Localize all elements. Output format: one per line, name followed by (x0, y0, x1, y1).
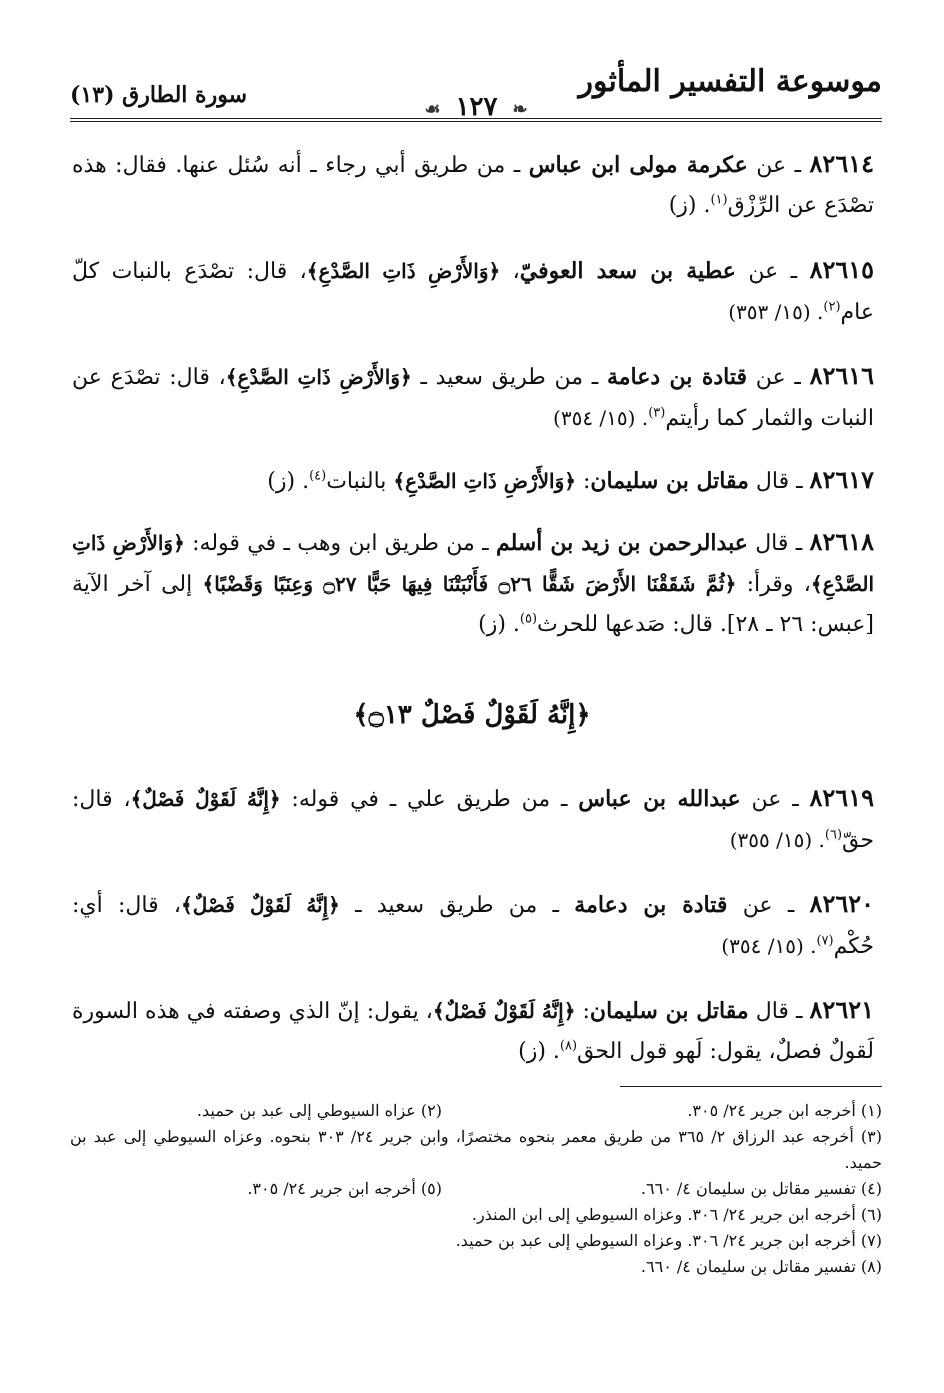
entry-number: ٨٢٦١٧ (809, 465, 874, 494)
footnote-ref[interactable]: (٤) (309, 468, 327, 484)
entry-tail: . (ز) (668, 193, 711, 218)
entry-text: ـ قال (747, 531, 810, 556)
footnote-ref[interactable]: (٥) (519, 611, 538, 627)
narrator-name: عكرمة مولى ابن عباس (528, 152, 748, 178)
ornament-icon: ☙ (424, 99, 441, 120)
ornament-icon: ❧ (512, 99, 528, 120)
narration-entry (72, 250, 874, 333)
entry-text: : (575, 469, 591, 494)
entry-tail: . (ز) (478, 612, 520, 637)
narration-entry (72, 356, 874, 439)
narration-entry (72, 144, 874, 226)
entry-text: ـ عن (727, 893, 810, 918)
entry-text: ـ قال (748, 469, 810, 494)
source-reference: . (١٥/ ٣٥٤) (721, 934, 817, 958)
footnote-ref[interactable]: (٦) (824, 827, 843, 843)
entry-number: ٨٢٦٢٠ (809, 889, 874, 918)
verse-heading: ﴿إِنَّهُ لَقَوْلٌ فَصْلٌ ۝١٣﴾ (353, 700, 591, 730)
surah-title: سورة الطارق (١٣) (70, 82, 247, 108)
book-title: موسوعة التفسير المأثور (578, 64, 882, 99)
entry-text: ، (500, 259, 520, 284)
source-reference: . (١٥/ ٣٥٣) (728, 300, 824, 324)
entry-number: ٨٢٦١٩ (809, 783, 874, 812)
entry-number: ٨٢٦١٦ (809, 361, 875, 390)
entry-text: ، قال: تصْدَع بالنبات كلّ عام (72, 259, 874, 325)
footnote-ref[interactable]: (١) (710, 192, 728, 208)
narration-entry (72, 884, 874, 967)
entry-text: بالنبات (326, 469, 394, 494)
entry-text: ، قال: تصْدَع عن النبات والثمار كما رأيتم (72, 365, 874, 431)
footnote: (٣) أخرجه عبد الرزاق ٢/ ٣٦٥ من طريق معمر بنحوه مختصرًا، وابن جرير ٢٤/ ٣٠٣ بنحوه. وعزاه السيوطي إلى عبد بن حميد. (70, 1127, 883, 1172)
entry-number: ٨٢٦١٨ (809, 527, 874, 556)
entry-number: ٨٢٦١٥ (809, 255, 875, 284)
footnote: (٨) تفسير مقاتل بن سليمان ٤/ ٦٦٠. (640, 1257, 882, 1276)
entry-text: ـ من طريق ابن وهب ـ في قوله: (184, 531, 496, 556)
quran-quote: ﴿وَالأَرْضِ ذَاتِ الصَّدْعِ﴾ (306, 259, 501, 283)
entry-text: ـ من طريق أبي رجاء ـ أنه سُئل عنها. فقال: هذه تصْدَع عن الرِّزْق (72, 153, 874, 218)
entry-text: ـ قال (748, 999, 810, 1024)
footnote-ref[interactable]: (٨) (559, 1038, 578, 1054)
entry-text: ـ عن (747, 153, 810, 178)
narrator-name: عطية بن سعد العوفيّ (519, 258, 736, 284)
quran-quote: ﴿ثُمَّ شَقَقْنَا الأَرْضَ شَقًّا ۝٢٦ فَأَنْبَتْنَا فِيهَا حَبًّا ۝٢٧ وَعِنَبًا وَقَضْبًا﴾ (202, 572, 737, 596)
narration-entry (72, 522, 874, 645)
narrator-name: عبدالله بن عباس (578, 786, 741, 812)
footnote: (٦) أخرجه ابن جرير ٢٤/ ٣٠٦. وعزاه السيوطي إلى ابن المنذر. (471, 1205, 882, 1224)
footnote-ref[interactable]: (٣) (648, 405, 666, 421)
footnote: (١) أخرجه ابن جرير ٢٤/ ٣٠٥. (687, 1101, 882, 1120)
narrator-name: مقاتل بن سليمان (590, 468, 749, 494)
narrator-name: قتادة بن دعامة (606, 364, 748, 390)
quran-quote: ﴿إِنَّهُ لَقَوْلٌ فَصْلٌ﴾ (130, 787, 281, 811)
entry-text: ـ من طريق سعيد ـ (339, 893, 575, 918)
narrator-name: مقاتل بن سليمان (589, 998, 749, 1024)
footnote-ref[interactable]: (٧) (816, 933, 834, 949)
entry-text: ـ عن (740, 787, 810, 812)
source-reference: . (١٥/ ٣٥٥) (729, 828, 825, 852)
entry-text: ، قال: أي: حُكْم (72, 893, 874, 959)
quran-quote: ﴿إِنَّهُ لَقَوْلٌ فَصْلٌ﴾ (181, 893, 340, 917)
narration-entry (72, 460, 874, 502)
entry-tail: . (ز) (518, 1039, 560, 1064)
entry-number: ٨٢٦٢١ (809, 995, 874, 1024)
narration-entry (72, 990, 874, 1072)
footnotes (70, 1098, 882, 1280)
entry-text: ، وقرأ: (736, 572, 811, 597)
quran-quote: ﴿إِنَّهُ لَقَوْلٌ فَصْلٌ﴾ (432, 999, 576, 1023)
entry-number: ٨٢٦١٤ (809, 149, 874, 178)
entry-text: إلى آخر الآية [عبس: ٢٦ ـ ٢٨]. قال: صَدعها للحرث (72, 572, 874, 637)
footnote-row (70, 1176, 882, 1202)
quran-quote: ﴿وَالأَرْضِ ذَاتِ الصَّدْعِ﴾ (393, 469, 576, 493)
source-reference: . (١٥/ ٣٥٤) (553, 406, 649, 430)
entry-text: ، يقول: إنّ الذي وصفته في هذه السورة لَقولٌ فصلٌ، يقول: لَهو قول الحق (72, 999, 874, 1064)
quran-quote: ﴿وَالأَرْضِ ذَاتِ الصَّدْعِ﴾ (225, 365, 412, 389)
footnote: (٤) تفسير مقاتل بن سليمان ٤/ ٦٦٠. (640, 1179, 882, 1198)
entry-text: ـ عن (735, 259, 810, 284)
footnote: (٥) أخرجه ابن جرير ٢٤/ ٣٠٥. (247, 1179, 442, 1198)
narrator-name: قتادة بن دعامة (574, 892, 728, 918)
page-number: ١٢٧ (455, 92, 498, 122)
footnote: (٧) أخرجه ابن جرير ٢٤/ ٣٠٦. وعزاه السيوطي إلى عبد بن حميد. (455, 1231, 882, 1250)
entry-text: ـ من طريق سعيد ـ (411, 365, 607, 390)
entry-text: : (575, 999, 590, 1024)
quran-quote: ﴿وَالأَرْضِ ذَاتِ الصَّدْعِ﴾ (72, 531, 875, 596)
narrator-name: عبدالرحمن بن زيد بن أسلم (495, 530, 748, 556)
page-header (70, 62, 882, 124)
entry-text: ، قال: حقّ (72, 787, 874, 853)
footnote-ref[interactable]: (٢) (823, 299, 841, 315)
narration-entry (72, 778, 874, 861)
header-rule (70, 118, 882, 122)
entry-tail: . (ز) (267, 469, 310, 494)
footnote-row (70, 1098, 882, 1124)
footnote: (٢) عزاه السيوطي إلى عبد بن حميد. (196, 1101, 442, 1120)
entry-text: ـ عن (747, 365, 810, 390)
footnote-rule (620, 1086, 882, 1087)
entry-text: ـ من طريق علي ـ في قوله: (280, 787, 579, 812)
